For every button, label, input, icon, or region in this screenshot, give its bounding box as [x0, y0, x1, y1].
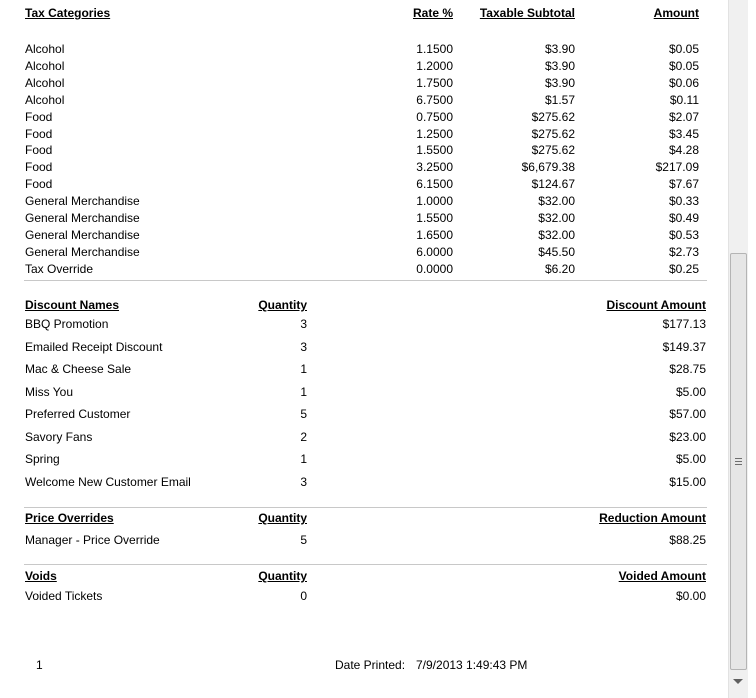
taxable-subtotal-cell: $275.62 [531, 143, 575, 157]
discount-quantity-cell: 5 [300, 407, 307, 421]
tax-rate-cell: 1.5500 [416, 143, 453, 157]
tax-amount-cell: $7.67 [668, 177, 699, 191]
discount-name-cell: Miss You [25, 385, 74, 399]
discount-amount-cell: $149.37 [662, 340, 706, 354]
tax-amount-cell: $2.73 [668, 245, 699, 259]
discount-name-cell: Spring [25, 452, 60, 466]
taxable-subtotal-cell: $275.62 [531, 127, 575, 141]
discount-amount-cell: $57.00 [669, 407, 706, 421]
divider [24, 280, 707, 281]
override-quantity-cell: 5 [300, 533, 307, 547]
reduction-amount-cell: $88.25 [669, 533, 706, 547]
tax-amount-cell: $0.25 [668, 262, 699, 276]
tax-rate-cell: 0.0000 [416, 262, 453, 276]
tax-category-cell: Food [25, 127, 53, 141]
taxable-subtotal-cell: $3.90 [544, 76, 575, 90]
taxable-subtotal-cell: $1.57 [544, 93, 575, 107]
discount-quantity-cell: 3 [300, 317, 307, 331]
tax-rate-cell: 1.7500 [416, 76, 453, 90]
tax-amount-cell: $2.07 [668, 110, 699, 124]
tax-category-cell: Alcohol [25, 93, 65, 107]
taxable-subtotal-cell: $3.90 [544, 59, 575, 73]
taxable-subtotal-cell: $6.20 [544, 262, 575, 276]
scrollbar-thumb[interactable] [730, 253, 747, 670]
discount-quantity-cell: 3 [300, 340, 307, 354]
arrow-down-icon[interactable] [733, 679, 743, 684]
tax-rate-cell: 1.0000 [416, 194, 453, 208]
tax-category-cell: General Merchandise [25, 194, 140, 208]
tax-amount-header: Amount [653, 6, 699, 20]
discount-names-header: Discount Names [25, 298, 120, 312]
reduction-amount-header: Reduction Amount [599, 511, 706, 525]
date-printed-label: Date Printed: [335, 658, 406, 672]
taxable-subtotal-cell: $6,679.38 [521, 160, 575, 174]
override-name-cell: Manager - Price Override [25, 533, 160, 547]
tax-category-cell: Food [25, 143, 53, 157]
tax-category-cell: Food [25, 160, 53, 174]
void-name-cell: Voided Tickets [25, 589, 103, 603]
discount-amount-cell: $28.75 [669, 362, 706, 376]
tax-amount-cell: $0.06 [668, 76, 699, 90]
vertical-scrollbar[interactable] [728, 0, 748, 698]
tax-amount-cell: $3.45 [668, 127, 699, 141]
override-quantity-header: Quantity [258, 511, 307, 525]
divider [24, 507, 707, 508]
tax-rate-cell: 1.1500 [416, 42, 453, 56]
discount-amount-cell: $5.00 [675, 385, 706, 399]
tax-category-cell: Tax Override [25, 262, 94, 276]
discount-name-cell: BBQ Promotion [25, 317, 109, 331]
tax-amount-cell: $4.28 [668, 143, 699, 157]
taxable-subtotal-cell: $32.00 [538, 228, 575, 242]
tax-amount-cell: $0.11 [669, 93, 699, 107]
discount-quantity-cell: 1 [300, 362, 307, 376]
tax-category-cell: Alcohol [25, 59, 65, 73]
tax-amount-cell: $0.49 [668, 211, 699, 225]
void-quantity-cell: 0 [300, 589, 307, 603]
tax-rate-cell: 6.0000 [416, 245, 453, 259]
discount-quantity-cell: 1 [300, 385, 307, 399]
date-printed-value: 7/9/2013 1:49:43 PM [416, 658, 528, 672]
tax-category-cell: Alcohol [25, 76, 65, 90]
discount-amount-header: Discount Amount [606, 298, 706, 312]
taxable-subtotal-cell: $32.00 [538, 211, 575, 225]
discount-name-cell: Savory Fans [25, 430, 93, 444]
tax-amount-cell: $0.53 [668, 228, 699, 242]
discount-amount-cell: $177.13 [662, 317, 706, 331]
divider [24, 564, 707, 565]
discount-name-cell: Preferred Customer [25, 407, 131, 421]
taxable-subtotal-cell: $45.50 [538, 245, 575, 259]
tax-rate-cell: 1.2500 [416, 127, 453, 141]
tax-category-cell: General Merchandise [25, 245, 140, 259]
tax-rate-cell: 3.2500 [416, 160, 453, 174]
tax-category-cell: Food [25, 110, 53, 124]
voided-amount-header: Voided Amount [618, 569, 706, 583]
tax-amount-cell: $0.33 [668, 194, 699, 208]
tax-category-cell: General Merchandise [25, 211, 140, 225]
price-overrides-header: Price Overrides [25, 511, 114, 525]
tax-rate-cell: 6.7500 [416, 93, 453, 107]
discount-amount-cell: $5.00 [675, 452, 706, 466]
discount-amount-cell: $23.00 [669, 430, 706, 444]
discount-name-cell: Welcome New Customer Email [25, 475, 191, 489]
tax-rate-cell: 1.5500 [416, 211, 453, 225]
taxable-subtotal-cell: $32.00 [538, 194, 575, 208]
tax-amount-cell: $217.09 [655, 160, 699, 174]
tax-rate-cell: 1.2000 [416, 59, 453, 73]
grip-lines-icon [735, 458, 742, 466]
voids-header: Voids [25, 569, 57, 583]
taxable-subtotal-cell: $3.90 [544, 42, 575, 56]
voided-amount-cell: $0.00 [675, 589, 706, 603]
taxable-subtotal-cell: $275.62 [531, 110, 575, 124]
page-number: 1 [36, 658, 43, 672]
tax-amount-cell: $0.05 [668, 59, 699, 73]
discount-quantity-header: Quantity [258, 298, 307, 312]
discount-quantity-cell: 2 [300, 430, 307, 444]
tax-categories-header: Tax Categories [25, 6, 111, 20]
taxable-subtotal-header: Taxable Subtotal [479, 6, 575, 20]
discount-quantity-cell: 1 [300, 452, 307, 466]
tax-amount-cell: $0.05 [668, 42, 699, 56]
tax-category-cell: Alcohol [25, 42, 65, 56]
rate-header: Rate % [412, 6, 453, 20]
tax-rate-cell: 0.7500 [416, 110, 453, 124]
discount-quantity-cell: 3 [300, 475, 307, 489]
tax-category-cell: General Merchandise [25, 228, 140, 242]
tax-category-cell: Food [25, 177, 53, 191]
discount-name-cell: Emailed Receipt Discount [25, 340, 163, 354]
tax-rate-cell: 1.6500 [416, 228, 453, 242]
discount-amount-cell: $15.00 [669, 475, 706, 489]
void-quantity-header: Quantity [258, 569, 307, 583]
taxable-subtotal-cell: $124.67 [531, 177, 575, 191]
tax-rate-cell: 6.1500 [416, 177, 453, 191]
discount-name-cell: Mac & Cheese Sale [25, 362, 132, 376]
